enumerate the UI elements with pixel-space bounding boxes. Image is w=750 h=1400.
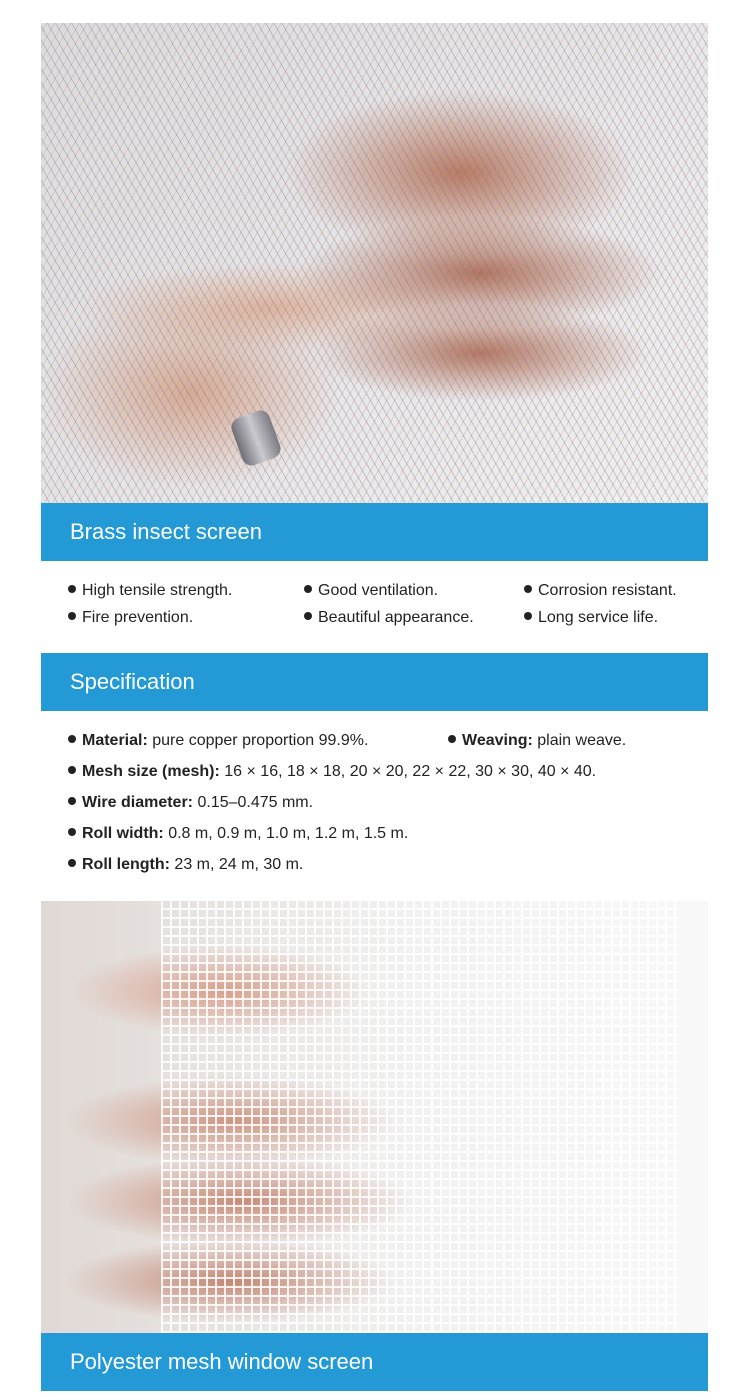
spec-mesh-size: Mesh size (mesh): 16 × 16, 18 × 18, 20 × 20, 22 × 22, 30 × 30, 40 × 40. xyxy=(68,763,596,781)
spec-list xyxy=(68,732,708,887)
feature-item: Long service life. xyxy=(524,609,658,627)
feature-list xyxy=(68,582,708,636)
section-title-specification: Specification xyxy=(41,653,708,711)
bullet-icon xyxy=(68,797,76,805)
feature-row xyxy=(68,582,708,609)
spec-roll-width: Roll width: 0.8 m, 0.9 m, 1.0 m, 1.2 m, 1.5 m. xyxy=(68,825,408,843)
section-title-polyester: Polyester mesh window screen xyxy=(41,1333,708,1391)
feature-item: Good ventilation. xyxy=(304,582,438,600)
spec-row xyxy=(68,794,708,825)
bullet-icon xyxy=(524,612,532,620)
bullet-icon xyxy=(524,585,532,593)
bullet-icon xyxy=(68,766,76,774)
spec-wire-diameter: Wire diameter: 0.15–0.475 mm. xyxy=(68,794,313,812)
bullet-icon xyxy=(68,859,76,867)
spec-material: Material: pure copper proportion 99.9%. xyxy=(68,732,368,750)
mesh-texture xyxy=(161,901,678,1333)
bullet-icon xyxy=(68,828,76,836)
section-title-brass: Brass insect screen xyxy=(41,503,708,561)
spec-roll-length: Roll length: 23 m, 24 m, 30 m. xyxy=(68,856,303,874)
feature-item: High tensile strength. xyxy=(68,582,232,600)
polyester-mesh-photo xyxy=(41,901,708,1333)
spec-row xyxy=(68,732,708,763)
bullet-icon xyxy=(304,585,312,593)
mesh-texture xyxy=(41,23,708,503)
feature-item: Fire prevention. xyxy=(68,609,193,627)
feature-row xyxy=(68,609,708,636)
spec-row xyxy=(68,825,708,856)
bullet-icon xyxy=(304,612,312,620)
feature-item: Corrosion resistant. xyxy=(524,582,677,600)
feature-item: Beautiful appearance. xyxy=(304,609,474,627)
bullet-icon xyxy=(68,612,76,620)
spec-row xyxy=(68,763,708,794)
spec-row xyxy=(68,856,708,887)
spec-weaving: Weaving: plain weave. xyxy=(448,732,626,750)
brass-mesh-photo xyxy=(41,23,708,503)
bullet-icon xyxy=(68,585,76,593)
bullet-icon xyxy=(448,735,456,743)
bullet-icon xyxy=(68,735,76,743)
